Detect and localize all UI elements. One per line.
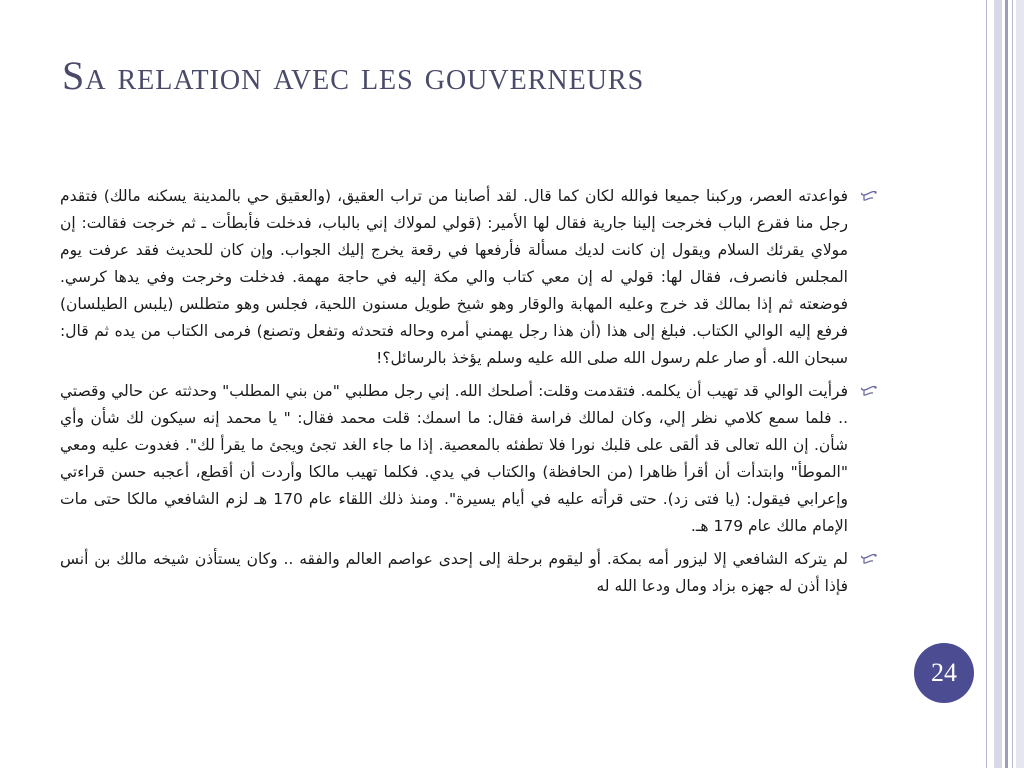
scroll-bullet-icon xyxy=(860,552,878,566)
bullet-paragraph xyxy=(60,378,878,540)
decorative-stripe xyxy=(986,0,987,768)
paragraph-text: لم يتركه الشافعي إلا ليزور أمه بمكة. أو ليقوم برحلة إلى إحدى عواصم العالم والفقه .. وكان يستأذن شيخه مالك بن أنس فإذا أذن له جهزه بزاد ومال ودعا الله له xyxy=(60,550,848,595)
decorative-stripe xyxy=(1016,0,1024,768)
bullet-paragraph xyxy=(60,546,878,600)
decorative-stripe xyxy=(994,0,1002,768)
scroll-bullet-icon xyxy=(860,384,878,398)
decorative-stripe xyxy=(1005,0,1008,768)
decorative-stripe xyxy=(1012,0,1013,768)
slide-title: Sa relation avec les gouverneurs xyxy=(62,53,645,98)
slide-body xyxy=(60,183,878,606)
paragraph-text: فرأيت الوالي قد تهيب أن يكلمه. فتقدمت وقلت: أصلحك الله. إني رجل مطلبي "من بني المطلب" وحدثته عن حالي وقصتي .. فلما سمع كلامي نظر إلي، وكان لمالك فراسة فقال: ما اسمك: قلت محمد فقال: " يا محمد إنه سيكون لك شأن وأي شأن. إن الله تعالى قد ألقى على قلبك نورا فلا تطفئه بالمعصية. إذا ما جاء الغد تجئ ويجئ ما يقرأ لك". فغدوت عليه ومعي "الموطأ" وابتدأت أن أقرأ ظاهرا (من الحافظة) والكتاب في يدي. فكلما تهيب مالكا وأردت أن أقطع، أعجبه حسن قراءتي وإعرابي فيقول: (يا فتى زد). حتى قرأته عليه في أيام يسيرة". ومنذ ذلك اللقاء عام 170 هـ لزم الشافعي مالكا حتى مات الإمام مالك عام 179 هـ. xyxy=(60,382,849,535)
scroll-bullet-icon xyxy=(860,189,878,203)
page-number-badge: 24 xyxy=(914,643,974,703)
bullet-paragraph xyxy=(60,183,878,372)
paragraph-text: فواعدته العصر، وركبنا جميعا فوالله لكان كما قال. لقد أصابنا من تراب العقيق، (والعقيق حي بالمدينة يسكنه مالك) فتقدم رجل منا فقرع الباب فخرجت إلينا جارية فقال لها الأمير: (قولي لمولاك إني بالباب، فدخلت فأبطأت ـ ثم خرجت فقالت: إن مولاي يقرئك السلام ويقول إن كانت لديك مسألة فأرفعها في رقعة يخرج إليك الجواب. وإن كان للحديث فقد عرفت يوم المجلس فانصرف، فقال لها: قولي له إن معي كتاب والي مكة إليه في حاجة مهمة. فدخلت وخرجت وفي يدها كرسي. فوضعته ثم إذا بمالك قد خرج وعليه المهابة والوقار وهو شيخ طويل مسنون اللحية، فجلس وهو متطلس (يلبس الطيلسان) فرفع إليه الوالي الكتاب. فبلغ إلى هذا (أن هذا رجل يهمني أمره وحاله فتحدثه وتفعل وتصنع) فرمى الكتاب من يده ثم قال: سبحان الله. أو صار علم رسول الله صلى الله عليه وسلم يؤخذ بالرسائل؟! xyxy=(60,187,848,367)
